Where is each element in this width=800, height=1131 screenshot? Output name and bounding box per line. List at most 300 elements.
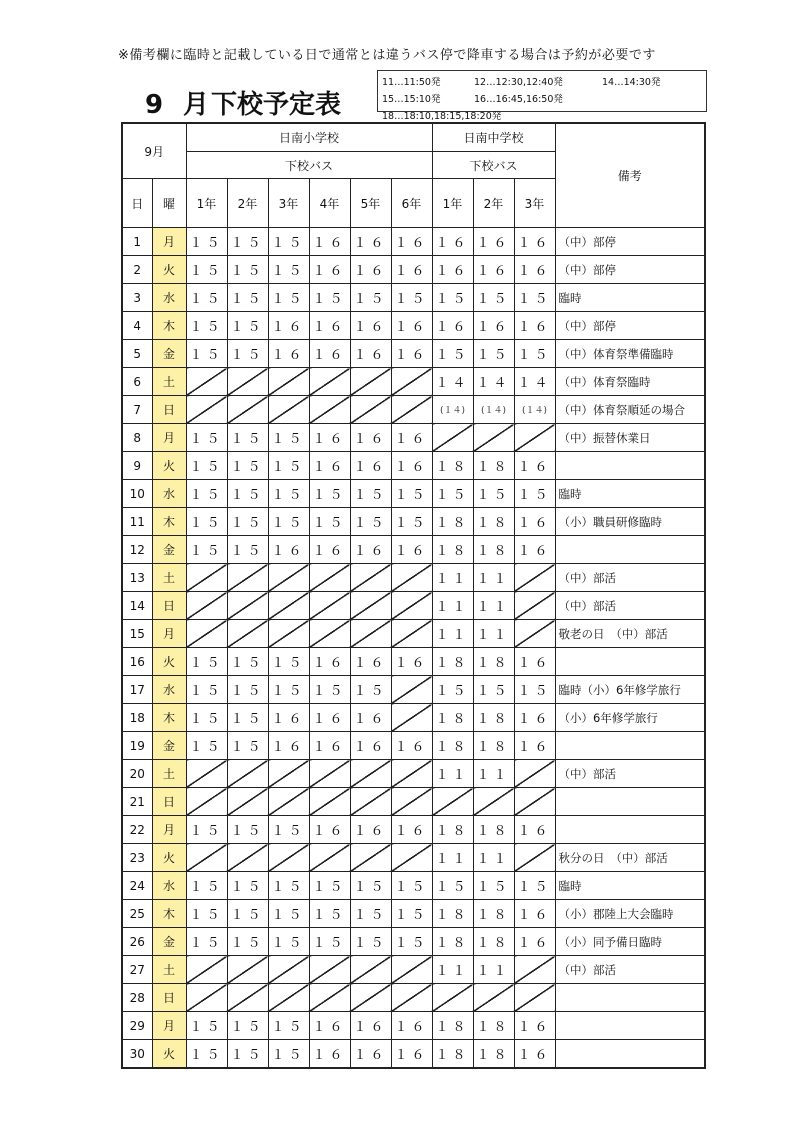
day-number: 12 xyxy=(122,536,152,564)
bus-time-cell: １６ xyxy=(391,1012,432,1040)
weekday-cell: 水 xyxy=(152,872,186,900)
weekday-cell: 火 xyxy=(152,844,186,872)
day-number: 9 xyxy=(122,452,152,480)
bus-time-cell: １８ xyxy=(432,704,473,732)
header-weekday: 曜 xyxy=(152,179,186,228)
no-bus-cell xyxy=(432,788,473,816)
bus-time-cell: １６ xyxy=(514,900,555,928)
bus-time-cell: １１ xyxy=(473,844,514,872)
schedule-row xyxy=(122,788,705,816)
bus-time-cell: １５ xyxy=(227,648,268,676)
schedule-row xyxy=(122,228,705,256)
schedule-row xyxy=(122,900,705,928)
bus-time-cell: １５ xyxy=(350,900,391,928)
bus-time-cell: １６ xyxy=(350,424,391,452)
bus-time-cell: １５ xyxy=(391,480,432,508)
bus-time-cell: １５ xyxy=(268,452,309,480)
bus-schedule-table xyxy=(121,122,706,1069)
bus-time-cell: １５ xyxy=(309,480,350,508)
notes-cell xyxy=(555,452,705,480)
no-bus-cell xyxy=(473,984,514,1012)
day-number: 27 xyxy=(122,956,152,984)
bus-time-cell: １５ xyxy=(227,452,268,480)
bus-time-cell: １５ xyxy=(227,704,268,732)
header-elementary-bus: 下校バス xyxy=(186,152,432,179)
bus-time-cell: １６ xyxy=(391,228,432,256)
notes-cell: 臨時（小）6年修学旅行 xyxy=(555,676,705,704)
weekday-cell: 火 xyxy=(152,1040,186,1069)
bus-time-cell: １８ xyxy=(473,732,514,760)
bus-time-cell: １５ xyxy=(350,928,391,956)
weekday-cell: 水 xyxy=(152,676,186,704)
bus-time-cell: １６ xyxy=(514,228,555,256)
bus-time-cell: １５ xyxy=(268,480,309,508)
header-grade: 2年 xyxy=(473,179,514,228)
day-number: 24 xyxy=(122,872,152,900)
no-bus-cell xyxy=(309,956,350,984)
day-number: 11 xyxy=(122,508,152,536)
bus-time-cell: １６ xyxy=(309,340,350,368)
bus-time-cell: １６ xyxy=(514,508,555,536)
no-bus-cell xyxy=(186,368,227,396)
bus-time-cell: １５ xyxy=(186,1012,227,1040)
no-bus-cell xyxy=(514,984,555,1012)
bus-time-cell: １５ xyxy=(186,648,227,676)
bus-time-cell: １４ xyxy=(473,368,514,396)
legend-item: 15…15:10発 xyxy=(382,94,441,105)
bus-time-cell: １５ xyxy=(391,872,432,900)
day-number: 30 xyxy=(122,1040,152,1069)
no-bus-cell xyxy=(391,564,432,592)
schedule-row xyxy=(122,368,705,396)
bus-time-cell: １５ xyxy=(186,536,227,564)
no-bus-cell xyxy=(514,956,555,984)
day-number: 29 xyxy=(122,1012,152,1040)
schedule-row xyxy=(122,816,705,844)
bus-time-cell: １１ xyxy=(432,844,473,872)
bus-time-cell: １５ xyxy=(186,704,227,732)
bus-time-cell: １５ xyxy=(268,900,309,928)
no-bus-cell xyxy=(268,956,309,984)
bus-time-cell: １６ xyxy=(350,312,391,340)
day-number: 1 xyxy=(122,228,152,256)
bus-time-cell: １６ xyxy=(391,1040,432,1069)
bus-time-cell: １４ xyxy=(514,368,555,396)
no-bus-cell xyxy=(350,592,391,620)
bus-time-cell: １６ xyxy=(391,452,432,480)
schedule-row xyxy=(122,536,705,564)
notes-cell: 臨時 xyxy=(555,480,705,508)
legend-item: 16…16:45,16:50発 xyxy=(474,94,563,105)
schedule-row xyxy=(122,1012,705,1040)
bus-time-cell: １６ xyxy=(473,256,514,284)
bus-time-cell: １５ xyxy=(186,340,227,368)
header-junior-bus: 下校バス xyxy=(432,152,555,179)
weekday-cell: 日 xyxy=(152,592,186,620)
weekday-cell: 金 xyxy=(152,928,186,956)
bus-time-cell: １８ xyxy=(432,508,473,536)
bus-time-cell: １５ xyxy=(268,284,309,312)
legend-row-2 xyxy=(382,91,702,125)
no-bus-cell xyxy=(514,788,555,816)
notes-cell xyxy=(555,984,705,1012)
no-bus-cell xyxy=(309,396,350,424)
bus-time-cell: １５ xyxy=(473,676,514,704)
no-bus-cell xyxy=(309,844,350,872)
bus-time-cell: １５ xyxy=(227,284,268,312)
schedule-row xyxy=(122,872,705,900)
weekday-cell: 月 xyxy=(152,1012,186,1040)
weekday-cell: 金 xyxy=(152,732,186,760)
header-grade: 2年 xyxy=(227,179,268,228)
no-bus-cell xyxy=(268,788,309,816)
notes-cell: （中）体育祭臨時 xyxy=(555,368,705,396)
bus-time-cell: １５ xyxy=(186,928,227,956)
notes-cell xyxy=(555,788,705,816)
bus-time-cell: １６ xyxy=(473,312,514,340)
bus-time-cell: １６ xyxy=(309,424,350,452)
no-bus-cell xyxy=(514,620,555,648)
schedule-row xyxy=(122,760,705,788)
header-junior-high-school: 日南中学校 xyxy=(432,123,555,152)
bus-time-cell: １５ xyxy=(186,816,227,844)
notes-cell: （中）部停 xyxy=(555,228,705,256)
bus-time-cell: １６ xyxy=(514,648,555,676)
weekday-cell: 日 xyxy=(152,984,186,1012)
bus-time-cell: １６ xyxy=(309,536,350,564)
no-bus-cell xyxy=(268,564,309,592)
bus-time-cell: １５ xyxy=(432,872,473,900)
notes-cell: （中）部活 xyxy=(555,592,705,620)
bus-time-cell: １６ xyxy=(514,732,555,760)
notes-cell: （小）郡陸上大会臨時 xyxy=(555,900,705,928)
no-bus-cell xyxy=(186,760,227,788)
bus-time-cell: １６ xyxy=(309,816,350,844)
bus-time-cell: １６ xyxy=(350,704,391,732)
bus-time-cell: １５ xyxy=(268,508,309,536)
weekday-cell: 火 xyxy=(152,256,186,284)
bus-time-cell: １５ xyxy=(432,480,473,508)
reservation-notice: ※備考欄に臨時と記載している日で通常とは違うバス停で降車する場合は予約が必要です xyxy=(118,48,656,63)
bus-time-cell: (１４) xyxy=(432,396,473,424)
bus-time-cell: １１ xyxy=(432,592,473,620)
bus-time-cell: １８ xyxy=(432,536,473,564)
bus-time-cell: １５ xyxy=(309,676,350,704)
no-bus-cell xyxy=(309,788,350,816)
bus-time-cell: １６ xyxy=(391,424,432,452)
bus-time-cell: １６ xyxy=(309,648,350,676)
day-number: 3 xyxy=(122,284,152,312)
weekday-cell: 木 xyxy=(152,508,186,536)
no-bus-cell xyxy=(514,592,555,620)
title-text: 下校予定表 xyxy=(211,90,342,120)
day-number: 4 xyxy=(122,312,152,340)
bus-time-cell: １６ xyxy=(350,648,391,676)
schedule-row xyxy=(122,984,705,1012)
bus-time-cell: １５ xyxy=(186,732,227,760)
notes-cell: （中）部活 xyxy=(555,760,705,788)
bus-time-cell: １５ xyxy=(473,480,514,508)
no-bus-cell xyxy=(309,592,350,620)
bus-time-cell: １５ xyxy=(473,872,514,900)
weekday-cell: 土 xyxy=(152,760,186,788)
notes-cell: 秋分の日 （中）部活 xyxy=(555,844,705,872)
bus-time-cell: １８ xyxy=(473,1012,514,1040)
bus-time-cell: １６ xyxy=(350,256,391,284)
bus-time-cell: １８ xyxy=(432,900,473,928)
no-bus-cell xyxy=(268,592,309,620)
day-number: 7 xyxy=(122,396,152,424)
no-bus-cell xyxy=(186,956,227,984)
day-number: 21 xyxy=(122,788,152,816)
no-bus-cell xyxy=(309,368,350,396)
bus-time-cell: １８ xyxy=(473,508,514,536)
header-row-schools xyxy=(122,123,705,152)
bus-time-cell: １５ xyxy=(309,508,350,536)
weekday-cell: 土 xyxy=(152,564,186,592)
bus-time-cell: １５ xyxy=(350,480,391,508)
no-bus-cell xyxy=(391,592,432,620)
notes-cell xyxy=(555,648,705,676)
no-bus-cell xyxy=(514,424,555,452)
bus-time-cell: １６ xyxy=(309,704,350,732)
bus-time-cell: １５ xyxy=(227,480,268,508)
day-number: 6 xyxy=(122,368,152,396)
day-number: 25 xyxy=(122,900,152,928)
bus-time-cell: １５ xyxy=(186,228,227,256)
bus-time-cell: １６ xyxy=(514,1012,555,1040)
no-bus-cell xyxy=(350,984,391,1012)
bus-time-cell: １５ xyxy=(309,900,350,928)
bus-time-cell: １５ xyxy=(309,928,350,956)
legend-row-1 xyxy=(382,74,702,91)
weekday-cell: 水 xyxy=(152,284,186,312)
no-bus-cell xyxy=(350,396,391,424)
schedule-row xyxy=(122,956,705,984)
bus-time-cell: １６ xyxy=(391,536,432,564)
bus-time-cell: (１４) xyxy=(514,396,555,424)
day-number: 26 xyxy=(122,928,152,956)
bus-time-cell: １１ xyxy=(473,564,514,592)
no-bus-cell xyxy=(186,592,227,620)
notes-cell: （中）体育祭順延の場合 xyxy=(555,396,705,424)
bus-time-cell: １５ xyxy=(268,1012,309,1040)
header-grade: 3年 xyxy=(514,179,555,228)
no-bus-cell xyxy=(350,788,391,816)
page-title xyxy=(145,84,341,124)
no-bus-cell xyxy=(514,844,555,872)
day-number: 15 xyxy=(122,620,152,648)
notes-cell: （中）体育祭準備臨時 xyxy=(555,340,705,368)
day-number: 8 xyxy=(122,424,152,452)
no-bus-cell xyxy=(473,788,514,816)
bus-time-cell: １６ xyxy=(391,732,432,760)
weekday-cell: 月 xyxy=(152,424,186,452)
no-bus-cell xyxy=(350,956,391,984)
weekday-cell: 木 xyxy=(152,312,186,340)
bus-time-cell: １５ xyxy=(268,256,309,284)
bus-time-cell: １６ xyxy=(514,816,555,844)
bus-time-cell: １６ xyxy=(514,312,555,340)
weekday-cell: 金 xyxy=(152,340,186,368)
bus-time-cell: １６ xyxy=(268,536,309,564)
bus-time-cell: １１ xyxy=(473,956,514,984)
no-bus-cell xyxy=(391,956,432,984)
no-bus-cell xyxy=(186,788,227,816)
schedule-row xyxy=(122,732,705,760)
bus-time-cell: １５ xyxy=(514,340,555,368)
no-bus-cell xyxy=(432,424,473,452)
no-bus-cell xyxy=(268,844,309,872)
bus-time-cell: １５ xyxy=(186,312,227,340)
schedule-row xyxy=(122,452,705,480)
legend-item: 12…12:30,12:40発 xyxy=(474,77,563,88)
departure-time-legend xyxy=(377,70,707,122)
bus-time-cell: １５ xyxy=(186,480,227,508)
bus-time-cell: １８ xyxy=(432,1040,473,1069)
bus-time-cell: １８ xyxy=(473,1040,514,1069)
no-bus-cell xyxy=(391,676,432,704)
bus-time-cell: １５ xyxy=(227,676,268,704)
no-bus-cell xyxy=(227,396,268,424)
bus-time-cell: １５ xyxy=(391,928,432,956)
bus-time-cell: １１ xyxy=(473,592,514,620)
bus-time-cell: １６ xyxy=(391,648,432,676)
notes-cell: 敬老の日 （中）部活 xyxy=(555,620,705,648)
weekday-cell: 火 xyxy=(152,452,186,480)
bus-time-cell: １６ xyxy=(473,228,514,256)
bus-time-cell: １５ xyxy=(227,928,268,956)
header-elementary-school: 日南小学校 xyxy=(186,123,432,152)
no-bus-cell xyxy=(227,620,268,648)
bus-time-cell: １５ xyxy=(268,228,309,256)
bus-time-cell: １８ xyxy=(432,816,473,844)
bus-time-cell: １６ xyxy=(514,928,555,956)
bus-time-cell: １５ xyxy=(268,928,309,956)
bus-time-cell: １５ xyxy=(227,1040,268,1069)
bus-time-cell: １５ xyxy=(350,284,391,312)
bus-time-cell: １６ xyxy=(514,704,555,732)
no-bus-cell xyxy=(227,564,268,592)
header-grade: 5年 xyxy=(350,179,391,228)
header-grade: 4年 xyxy=(309,179,350,228)
bus-time-cell: １６ xyxy=(309,732,350,760)
bus-time-cell: １６ xyxy=(350,228,391,256)
bus-time-cell: １５ xyxy=(227,340,268,368)
bus-time-cell: １５ xyxy=(227,872,268,900)
bus-time-cell: １６ xyxy=(514,1040,555,1069)
bus-time-cell: １５ xyxy=(350,508,391,536)
schedule-row xyxy=(122,620,705,648)
no-bus-cell xyxy=(227,760,268,788)
bus-time-cell: １４ xyxy=(432,368,473,396)
bus-time-cell: １６ xyxy=(309,1012,350,1040)
bus-time-cell: １５ xyxy=(186,452,227,480)
bus-time-cell: １５ xyxy=(227,1012,268,1040)
no-bus-cell xyxy=(268,984,309,1012)
bus-time-cell: １６ xyxy=(432,256,473,284)
header-grade: 3年 xyxy=(268,179,309,228)
bus-time-cell: １１ xyxy=(432,620,473,648)
notes-cell: （中）部停 xyxy=(555,312,705,340)
schedule-row xyxy=(122,1040,705,1069)
no-bus-cell xyxy=(309,760,350,788)
no-bus-cell xyxy=(268,760,309,788)
legend-item: 14…14:30発 xyxy=(602,77,661,88)
weekday-cell: 日 xyxy=(152,788,186,816)
no-bus-cell xyxy=(309,984,350,1012)
bus-time-cell: １５ xyxy=(432,284,473,312)
bus-time-cell: １８ xyxy=(473,704,514,732)
weekday-cell: 土 xyxy=(152,956,186,984)
weekday-cell: 日 xyxy=(152,396,186,424)
bus-time-cell: １５ xyxy=(227,256,268,284)
bus-time-cell: １６ xyxy=(432,228,473,256)
bus-time-cell: １５ xyxy=(186,676,227,704)
day-number: 14 xyxy=(122,592,152,620)
bus-time-cell: １８ xyxy=(432,732,473,760)
schedule-row xyxy=(122,480,705,508)
bus-time-cell: １６ xyxy=(309,256,350,284)
no-bus-cell xyxy=(514,760,555,788)
bus-time-cell: １５ xyxy=(227,732,268,760)
schedule-row xyxy=(122,844,705,872)
no-bus-cell xyxy=(391,844,432,872)
day-number: 13 xyxy=(122,564,152,592)
bus-time-cell: １５ xyxy=(391,284,432,312)
bus-time-cell: １６ xyxy=(391,816,432,844)
bus-time-cell: １５ xyxy=(473,340,514,368)
bus-time-cell: １８ xyxy=(432,1012,473,1040)
bus-time-cell: １６ xyxy=(309,452,350,480)
no-bus-cell xyxy=(227,788,268,816)
day-number: 5 xyxy=(122,340,152,368)
bus-time-cell: １６ xyxy=(268,732,309,760)
bus-time-cell: １５ xyxy=(186,284,227,312)
bus-time-cell: １５ xyxy=(268,648,309,676)
schedule-row xyxy=(122,676,705,704)
bus-time-cell: １８ xyxy=(473,816,514,844)
bus-time-cell: １８ xyxy=(473,452,514,480)
day-number: 16 xyxy=(122,648,152,676)
bus-time-cell: １５ xyxy=(268,424,309,452)
schedule-row xyxy=(122,256,705,284)
notes-cell: （小）6年修学旅行 xyxy=(555,704,705,732)
bus-time-cell: １６ xyxy=(350,732,391,760)
no-bus-cell xyxy=(186,564,227,592)
bus-time-cell: １５ xyxy=(432,340,473,368)
schedule-row xyxy=(122,396,705,424)
bus-time-cell: １６ xyxy=(391,340,432,368)
notes-cell: （中）部活 xyxy=(555,564,705,592)
weekday-cell: 月 xyxy=(152,228,186,256)
bus-time-cell: １５ xyxy=(473,284,514,312)
bus-time-cell: １５ xyxy=(186,256,227,284)
notes-cell: （中）部停 xyxy=(555,256,705,284)
notes-cell xyxy=(555,536,705,564)
weekday-cell: 金 xyxy=(152,536,186,564)
bus-time-cell: １８ xyxy=(473,900,514,928)
schedule-row xyxy=(122,424,705,452)
no-bus-cell xyxy=(350,760,391,788)
bus-time-cell: １１ xyxy=(432,956,473,984)
bus-time-cell: １５ xyxy=(391,508,432,536)
bus-time-cell: １６ xyxy=(268,312,309,340)
no-bus-cell xyxy=(391,704,432,732)
bus-time-cell: １８ xyxy=(473,928,514,956)
notes-cell: 臨時 xyxy=(555,872,705,900)
schedule-row xyxy=(122,564,705,592)
